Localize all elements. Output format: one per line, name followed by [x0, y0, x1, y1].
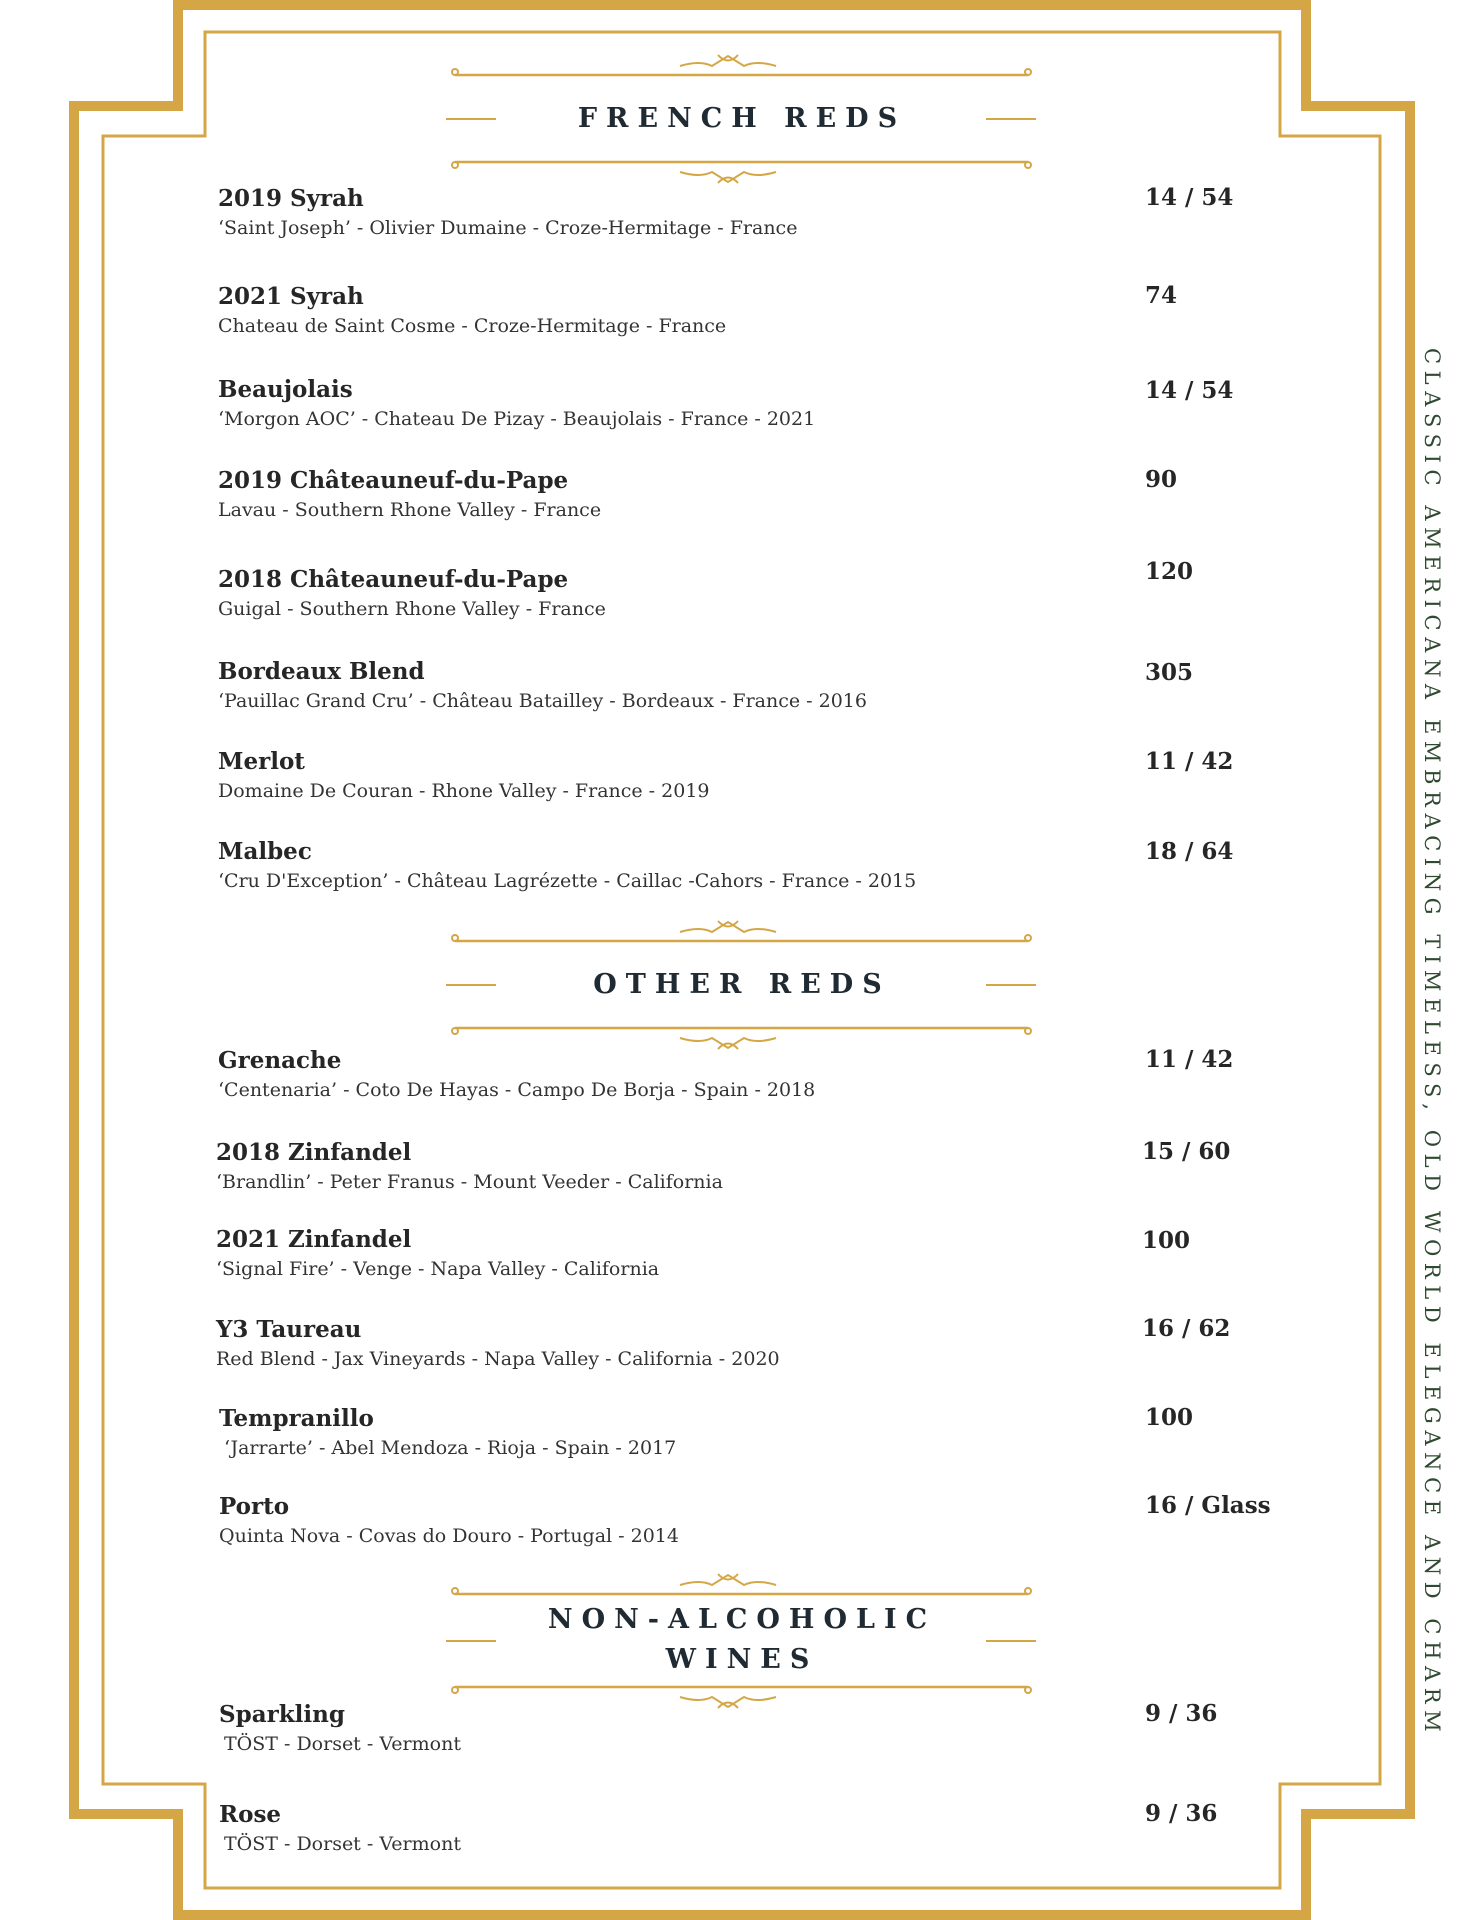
wine-name: Merlot	[218, 748, 305, 775]
list-item	[219, 1404, 676, 1462]
wine-name: Malbec	[218, 838, 312, 865]
wine-description: ‘Pauillac Grand Cru’ - Château Batailley - Bordeaux - France - 2016	[218, 690, 867, 712]
list-item	[218, 837, 916, 895]
wine-description: ‘Signal Fire’ - Venge - Napa Valley - California	[216, 1258, 660, 1280]
list-item	[218, 375, 815, 433]
wine-price: 16 / 62	[1142, 1315, 1231, 1342]
wine-price: 9 / 36	[1145, 1700, 1218, 1727]
wine-description: TÖST - Dorset - Vermont	[224, 1833, 461, 1855]
wine-description: ‘Brandlin’ - Peter Franus - Mount Veeder - California	[216, 1171, 723, 1193]
wine-name: 2019 Châteauneuf-du-Pape	[218, 467, 569, 494]
wine-price: 18 / 64	[1145, 838, 1234, 865]
wine-name: 2021 Zinfandel	[216, 1226, 412, 1253]
wine-name: Y3 Taureau	[216, 1316, 362, 1343]
wine-description: ‘Centenaria’ - Coto De Hayas - Campo De Borja - Spain - 2018	[218, 1079, 816, 1101]
wine-name: 2021 Syrah	[218, 283, 364, 310]
wine-name: 2019 Syrah	[218, 185, 364, 212]
wine-description: ‘Cru D'Exception’ - Château Lagrézette - Caillac -Cahors - France - 2015	[218, 870, 917, 892]
list-item	[216, 1315, 780, 1373]
list-item	[219, 1800, 461, 1858]
wine-description: ‘Saint Joseph’ - Olivier Dumaine - Croze-Hermitage - France	[218, 217, 798, 239]
list-item	[219, 1700, 461, 1758]
wine-description: ‘Jarrarte’ - Abel Mendoza - Rioja - Spain - 2017	[224, 1437, 677, 1459]
wine-name: Tempranillo	[219, 1405, 374, 1432]
wine-name: Porto	[219, 1493, 290, 1520]
wine-price: 14 / 54	[1145, 184, 1234, 211]
list-item	[218, 282, 726, 340]
wine-price: 15 / 60	[1142, 1138, 1231, 1165]
section-title-non-alcoholic-line1: NON-ALCOHOLIC	[547, 1604, 937, 1635]
list-item	[218, 184, 797, 242]
wine-description: Domaine De Couran - Rhone Valley - France - 2019	[218, 780, 710, 802]
wine-price: 120	[1145, 558, 1194, 585]
list-item	[216, 1225, 659, 1283]
wine-price: 11 / 42	[1145, 1046, 1234, 1073]
wine-price: 305	[1145, 659, 1194, 686]
list-item	[216, 1138, 723, 1196]
wine-price: 90	[1145, 466, 1178, 493]
list-item	[219, 1492, 679, 1550]
wine-description: Red Blend - Jax Vineyards - Napa Valley - California - 2020	[216, 1348, 780, 1370]
list-item	[218, 1046, 815, 1104]
wine-name: Sparkling	[219, 1701, 345, 1728]
wine-description: Quinta Nova - Covas do Douro - Portugal - 2014	[219, 1525, 679, 1547]
wine-price: 14 / 54	[1145, 377, 1234, 404]
section-title-french-reds: FRENCH REDS	[577, 103, 907, 134]
list-item	[218, 565, 606, 623]
side-tagline: CLASSIC AMERICANA EMBRACING TIMELESS, OLD WORLD ELEGANCE AND CHARM	[1420, 348, 1444, 1739]
wine-price: 100	[1142, 1227, 1191, 1254]
wine-description: Lavau - Southern Rhone Valley - France	[218, 499, 602, 521]
wine-price: 9 / 36	[1145, 1800, 1218, 1827]
wine-description: Chateau de Saint Cosme - Croze-Hermitage - France	[218, 315, 727, 337]
wine-description: Guigal - Southern Rhone Valley - France	[218, 598, 606, 620]
list-item	[218, 466, 601, 524]
wine-description: TÖST - Dorset - Vermont	[224, 1733, 461, 1755]
section-title-non-alcoholic-line2: WINES	[665, 1644, 819, 1675]
wine-name: Bordeaux Blend	[218, 658, 425, 685]
wine-price: 100	[1145, 1404, 1194, 1431]
wine-description: ‘Morgon AOC’ - Chateau De Pizay - Beaujolais - France - 2021	[218, 408, 816, 430]
wine-price: 11 / 42	[1145, 748, 1234, 775]
section-title-other-reds: OTHER REDS	[593, 969, 891, 1000]
list-item	[218, 747, 710, 805]
wine-price: 16 / Glass	[1145, 1492, 1271, 1519]
wine-name: 2018 Zinfandel	[216, 1139, 412, 1166]
list-item	[218, 657, 867, 715]
wine-price: 74	[1145, 282, 1178, 309]
wine-name: Beaujolais	[218, 376, 353, 403]
wine-name: 2018 Châteauneuf-du-Pape	[218, 566, 569, 593]
wine-name: Grenache	[218, 1047, 342, 1074]
wine-name: Rose	[219, 1801, 282, 1828]
